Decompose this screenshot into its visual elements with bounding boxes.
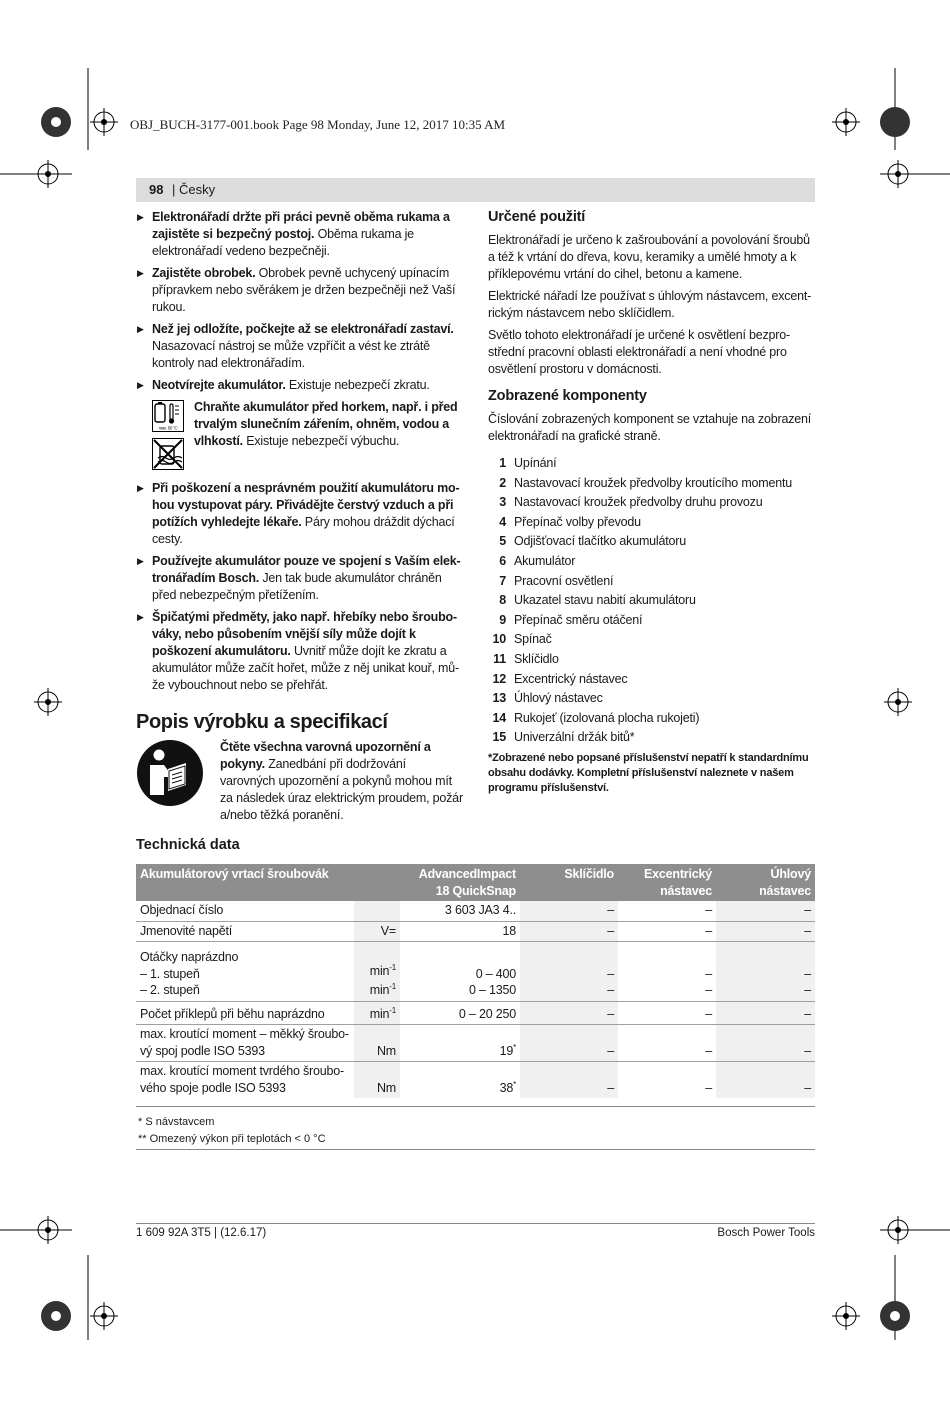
left-column [136,209,464,824]
list-item: 14 Rukojeť (izolovaná plocha rukojeti) [492,710,700,725]
safety-bullet: ▶ Elektronářadí držte při práci pevně oběma rukama a zajistěte si bezpečný postoj. Oběma rukama je elektronářadí vedeno bezpečněji. [136,209,464,260]
tech-note: ** Omezený výkon při teplotách < 0 °C [138,1133,326,1145]
file-header: OBJ_BUCH-3177-001.book Page 98 Monday, June 12, 2017 10:35 AM [130,117,506,132]
safety-bullet: ▶ Než jej odložíte, počkejte až se elektronářadí zastaví. Nasazovací nástroj se může vzpříčit a vést ke ztrátě kontroly nad elektronářadím. [136,321,464,372]
svg-text:max. 50 °C: max. 50 °C [158,425,178,431]
footer-doc-code: 1 609 92A 3T5 | (12.6.17) [136,1227,267,1239]
table-row: max. kroutící moment – měkký šroubový spoj podle ISO 5393 Nm 19* – – – [136,1025,815,1062]
footer-brand: Bosch Power Tools [717,1227,815,1239]
accessory-footnote: *Zobrazené nebo popsané příslušenství nepatří k standardnímu obsahu dodávky. Kompletní příslušenství naleznete v našem programu příslušenství. [488,751,809,794]
footer-rule [136,1223,815,1224]
tech-notes [138,1114,326,1148]
divider [136,1149,815,1150]
list-item: 2 Nastavovací kroužek předvolby kroutícího momentu [499,475,793,490]
column-header: Excentrický nástavec [618,864,716,901]
column-header: AdvancedImpact 18 QuickSnap [400,864,520,901]
list-item: 6 Akumulátor [499,553,576,568]
table-row: Jmenovité napětí V= 18 – – – [136,921,815,942]
safety-bullet: ▶ Používejte akumulátor pouze ve spojení s Vaším elektronářadím Bosch. Jen tak bude akumulátor chráněn před nebezpečným přetížením. [136,553,464,604]
heat-warning: max. 50 °C Chraňte akumulátor před horkem, např. i před trvalým slunečním zářením, ohněm, vodou a vlhkostí. Existuje nebezpečí výbuchu. [136,399,464,475]
list-item: 10 Spínač [492,632,552,647]
safety-bullet: ▶ Zajistěte obrobek. Obrobek pevně uchycený upínacím přípravkem nebo svěrákem je držen bezpečněji než Vaší rukou. [136,265,464,316]
list-item: 9 Přepínač směru otáčení [499,612,643,627]
reg-starburst-tl [41,107,71,137]
column-header: Sklíčidlo [520,864,618,901]
read-manual-icon [136,739,204,807]
list-item: 8 Ukazatel stavu nabití akumulátoru [499,593,696,608]
tech-data-title: Technická data [136,837,240,853]
table-row: Objednací číslo 3 603 JA3 4.. – – – [136,901,815,921]
list-item: 12 Excentrický nástavec [492,671,628,686]
list-item: 1 Upínání [499,456,557,470]
list-item: 3 Nastavovací kroužek předvolby druhu provozu [499,495,763,510]
no-water-icon [152,438,184,470]
read-instructions-notice: Čtěte všechna varovná upozornění a pokyny. Zanedbání při dodržování varovných upozornění a pokynů mohou mít za následek úraz elektrickým proudem, požár a/nebo těžká poranění. [136,739,464,824]
tech-data-table [136,864,815,1098]
list-item: 5 Odjišťovací tlačítko akumulátoru [499,534,686,549]
list-item: 7 Pracovní osvětlení [499,573,614,588]
column-header [354,864,400,901]
table-row: Otáčky naprázdno – 1. stupeň – 2. stupeň $\min^{-1}$ $\min^{-1}$ 0 – 400 0 – 1350 – – – – – – [136,942,815,1002]
divider [136,1106,815,1107]
safety-bullet: ▶ Špičatými předměty, jako např. hřebíky nebo šroubováky, nebo působením vnější síly může dojít k poškození akumulátoru. Uvnitř může dojít ke zkratu a akumulátor může začít hořet, může z něj unikat kouř, může vybouchnout nebo se přehřát. [136,609,464,694]
intended-use-paragraph: Elektronářadí je určeno k zašroubování a povolování šroubů a též k vrtání do dřeva, kovu, keramiky a umělé hmoty a k příklepovému vrtání do cihel, betonu a kamene. [488,233,810,281]
right-column [488,209,816,807]
tech-note: * S návstavcem [138,1116,215,1128]
heat-temperature-icon [152,400,184,432]
table-row: Počet příklepů při běhu naprázdno $\min^{-1}$ 0 – 20 250 – – – [136,1001,815,1025]
intended-use-paragraph: Světlo tohoto elektronářadí je určené k osvětlení bezprostřední pracovní oblasti elektronářadí a není vhodné pro osvětlení prostoru v domácnosti. [488,328,791,376]
table-header-row [136,864,815,901]
list-item: 4 Přepínač volby převodu [499,514,641,529]
list-item: 15 Univerzální držák bitů* [492,730,635,745]
page-header-bar [136,178,815,202]
intended-use-paragraph: Elektrické nářadí lze používat s úhlovým nástavcem, excentrickým nástavcem nebo sklíčidlem. [488,289,812,320]
section-title: Popis výrobku a specifikací [136,711,388,733]
intended-use-title: Určené použití [488,209,586,225]
table-row: max. kroutící moment tvrdého šroubového spoje podle ISO 5393 Nm 38* – – – [136,1062,815,1099]
page-number: 98 [149,182,164,197]
safety-bullet: ▶ Neotvírejte akumulátor. Existuje nebezpečí zkratu. [136,377,464,394]
components-list [488,455,816,749]
column-header: Akumulátorový vrtací šroubovák [136,864,354,901]
safety-bullet: ▶ Při poškození a nesprávném použití akumulátoru mohou vystupovat páry. Přivádějte čerstvý vzduch a při potížích vyhledejte lékaře. Páry mohou dráždit dýchací cesty. [136,480,464,548]
components-intro: Číslování zobrazených komponent se vztahuje na zobrazení elektronářadí na grafické straně. [488,412,812,443]
list-item: 13 Úhlový nástavec [492,691,603,706]
column-header: Úhlový nástavec [716,864,815,901]
list-item: 11 Sklíčidlo [493,651,559,666]
page-language: | Česky [172,182,216,197]
components-title: Zobrazené komponenty [488,388,647,404]
